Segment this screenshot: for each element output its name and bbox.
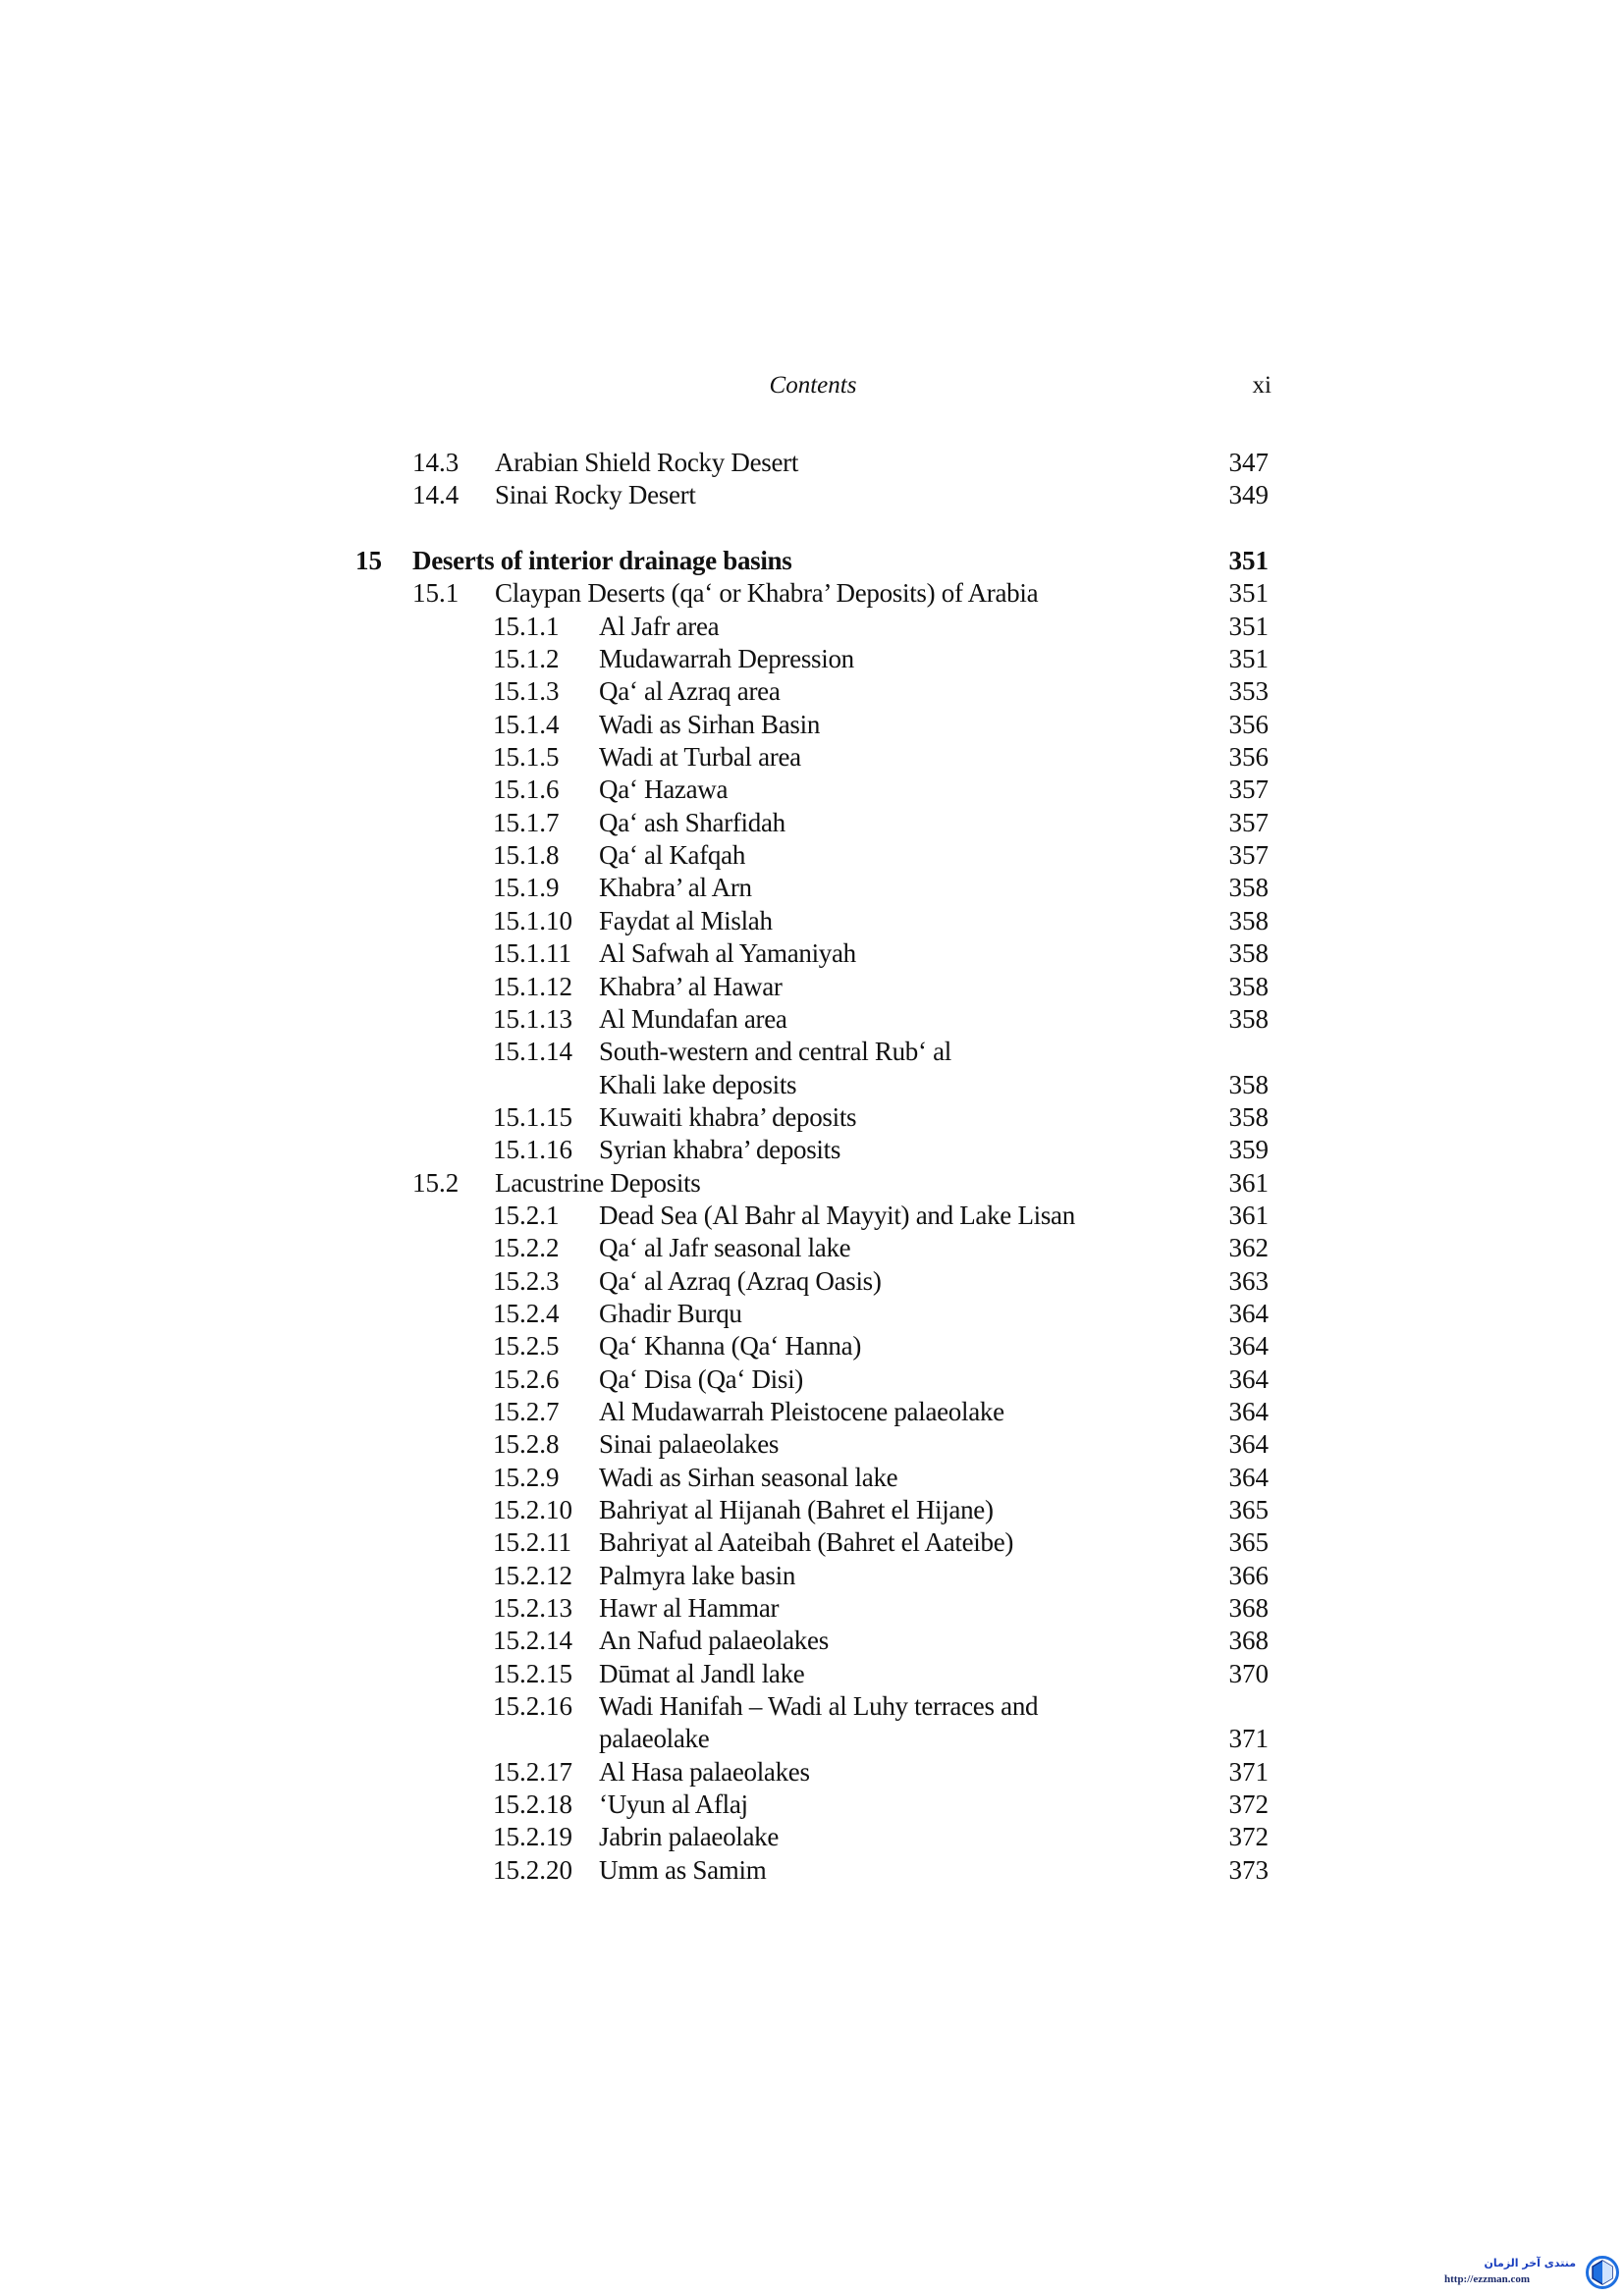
toc-entry-sub [0,872,1624,904]
toc-entry-title: Qa‘ al Jafr seasonal lake [599,1233,851,1263]
toc-entry-sub [0,1200,1624,1232]
toc-entry-number: 15.1.7 [493,807,560,837]
toc-entry-title: Bahriyat al Hijanah (Bahret el Hijane) [599,1495,994,1524]
toc-entry-sub [0,839,1624,872]
toc-entry-page: 347 [1228,448,1269,477]
toc-entry-title: Al Hasa palaeolakes [599,1756,810,1787]
running-title: Contents [769,372,857,399]
toc-entry-number: 15.1.10 [493,905,572,935]
toc-entry-sub [0,774,1624,806]
toc-entry-number: 15.1.5 [493,742,560,773]
toc-entry-number: 15.2.20 [493,1854,572,1885]
toc-entry-title: Lacustrine Deposits [495,1167,701,1198]
toc-entry-sub [0,1625,1624,1657]
toc-entry-sub [0,1003,1624,1036]
toc-entry-sub [0,1494,1624,1526]
toc-entry-title: An Nafud palaeolakes [599,1626,829,1656]
toc-entry-sub [0,1265,1624,1298]
toc-entry-page: 371 [1228,1724,1269,1754]
toc-entry-sub [0,1134,1624,1166]
toc-entry-title: Hawr al Hammar [599,1593,780,1624]
toc-entry-number: 15.2.17 [493,1756,572,1787]
toc-entry-page: 372 [1228,1789,1269,1820]
toc-entry-sub [0,1101,1624,1134]
toc-entry-page: 362 [1228,1233,1269,1263]
toc-entry-number: 15.2.10 [493,1495,572,1524]
toc-entry-section [0,577,1624,610]
toc-entry-page: 363 [1228,1265,1269,1296]
toc-entry-title: Dūmat al Jandl lake [599,1658,805,1688]
toc-entry-sub [0,1069,1624,1101]
toc-entry-title: Ghadir Burqu [599,1298,742,1328]
toc-entry-section [0,479,1624,511]
toc-entry-number: 15.2.9 [493,1462,560,1492]
toc-entry-title: Claypan Deserts (qa‘ or Khabra’ Deposits) of Arabia [495,578,1039,609]
toc-entry-title: Al Mudawarrah Pleistocene palaeolake [599,1396,1004,1426]
toc-entry-number: 15.2.2 [493,1233,560,1263]
toc-entry-sub [0,1723,1624,1755]
toc-entry-title: Kuwaiti khabra’ deposits [599,1101,857,1132]
toc-entry-title: Wadi Hanifah – Wadi al Luhy terraces and [599,1691,1039,1722]
toc-entry-page: 372 [1228,1822,1269,1852]
toc-entry-page: 356 [1228,709,1269,739]
toc-entry-page: 358 [1228,905,1269,935]
toc-entry-page: 358 [1228,1069,1269,1099]
toc-entry-page: 364 [1228,1396,1269,1426]
toc-entry-number: 15.1.9 [493,873,560,903]
toc-entry-sub [0,1756,1624,1789]
toc-entry-sub [0,1232,1624,1264]
toc-entry-number: 15.2.14 [493,1626,572,1656]
toc-entry-page: 368 [1228,1593,1269,1624]
toc-entry-title: Qa‘ Khanna (Qa‘ Hanna) [599,1331,862,1362]
toc-entry-number: 15.2.5 [493,1331,560,1362]
toc-entry-page: 364 [1228,1429,1269,1460]
toc-entry-page: 370 [1228,1658,1269,1688]
toc-spacer [0,512,1624,545]
toc-entry-page: 371 [1228,1756,1269,1787]
toc-entry-sub [0,937,1624,970]
toc-entry-number: 15.1.4 [493,709,560,739]
toc-entry-page: 358 [1228,971,1269,1001]
watermark-forum-name: منتدى آخر الزمان [1484,2257,1576,2269]
toc-entry-title: Jabrin palaeolake [599,1822,780,1852]
forum-logo-icon [1586,2256,1619,2289]
toc-entry-page: 358 [1228,1003,1269,1034]
running-head [0,0,1624,412]
toc-entry-title: South-western and central Rub‘ al [599,1037,951,1067]
toc-entry-title: Sinai palaeolakes [599,1429,780,1460]
toc-entry-title: Qa‘ al Azraq (Azraq Oasis) [599,1265,882,1296]
toc-entry-page: 366 [1228,1560,1269,1590]
toc-entry-page: 353 [1228,676,1269,707]
toc-entry-title: Wadi as Sirhan Basin [599,709,821,739]
toc-entry-number: 15.1.14 [493,1037,572,1067]
toc-entry-number: 15.2.8 [493,1429,560,1460]
toc-entry-page: 357 [1228,807,1269,837]
toc-entry-title: Umm as Samim [599,1854,767,1885]
toc-entry-title: Khali lake deposits [599,1069,797,1099]
toc-entry-number: 15.1.3 [493,676,560,707]
toc-entry-sub [0,1363,1624,1396]
toc-entry-section [0,447,1624,479]
toc-entry-page: 364 [1228,1462,1269,1492]
toc-entry-title: Al Jafr area [599,611,720,641]
watermark [1438,2250,1624,2296]
toc-entry-sub [0,1560,1624,1592]
toc-entry-number: 15.2.11 [493,1527,571,1558]
toc-entry-page: 351 [1228,611,1269,641]
toc-entry-title: Khabra’ al Arn [599,873,752,903]
toc-entry-sub [0,1396,1624,1428]
toc-entry-sub [0,1428,1624,1461]
toc-entry-number: 15.1.16 [493,1135,572,1165]
toc-entry-title: ‘Uyun al Aflaj [599,1789,748,1820]
toc-entry-page: 351 [1228,644,1269,674]
toc-entry-number: 15.2.1 [493,1200,560,1230]
toc-entry-number: 15.1.1 [493,611,560,641]
toc-entry-title: Wadi as Sirhan seasonal lake [599,1462,898,1492]
table-of-contents [0,447,1624,1887]
toc-entry-sub [0,1789,1624,1821]
toc-entry-sub [0,675,1624,708]
toc-entry-title: Al Safwah al Yamaniyah [599,938,856,969]
toc-entry-number: 15.2.7 [493,1396,560,1426]
toc-entry-section [0,1167,1624,1200]
toc-entry-sub [0,1526,1624,1559]
toc-entry-number: 14.3 [412,448,460,477]
toc-entry-title: Qa‘ al Azraq area [599,676,781,707]
toc-entry-number: 15.1.12 [493,971,572,1001]
toc-entry-number: 15.2.3 [493,1265,560,1296]
toc-entry-title: Deserts of interior drainage basins [412,546,792,576]
toc-entry-number: 14.4 [412,480,460,510]
toc-entry-page: 351 [1228,546,1269,576]
toc-entry-page: 356 [1228,742,1269,773]
toc-entry-title: Khabra’ al Hawar [599,971,783,1001]
toc-entry-page: 357 [1228,774,1269,805]
toc-entry-title: Palmyra lake basin [599,1560,796,1590]
toc-entry-number: 15.2 [412,1167,460,1198]
watermark-url: http://ezzman.com [1444,2273,1531,2285]
toc-entry-number: 15.1.8 [493,840,560,871]
toc-entry-sub [0,1462,1624,1494]
toc-entry-number: 15.2.13 [493,1593,572,1624]
toc-entry-chapter [0,545,1624,577]
toc-entry-number: 15.2.6 [493,1363,560,1394]
toc-entry-sub [0,1330,1624,1362]
toc-entry-number: 15.1 [412,578,460,609]
toc-entry-page: 365 [1228,1495,1269,1524]
toc-entry-number: 15.2.16 [493,1691,572,1722]
toc-entry-page: 364 [1228,1298,1269,1328]
toc-entry-page: 358 [1228,873,1269,903]
toc-entry-title: Qa‘ Disa (Qa‘ Disi) [599,1363,803,1394]
toc-entry-number: 15.1.2 [493,644,560,674]
toc-entry-title: Qa‘ ash Sharfidah [599,807,785,837]
toc-entry-sub [0,1658,1624,1690]
toc-entry-sub [0,905,1624,937]
toc-entry-sub [0,643,1624,675]
toc-entry-number: 15.1.13 [493,1003,572,1034]
toc-entry-title: Arabian Shield Rocky Desert [495,448,799,477]
toc-entry-title: Mudawarrah Depression [599,644,854,674]
toc-entry-number: 15.1.15 [493,1101,572,1132]
toc-entry-page: 361 [1228,1167,1269,1198]
toc-entry-sub [0,709,1624,741]
toc-entry-title: Al Mundafan area [599,1003,787,1034]
toc-entry-sub [0,1036,1624,1068]
toc-entry-sub [0,1592,1624,1625]
toc-entry-page: 373 [1228,1854,1269,1885]
toc-entry-number: 15.1.11 [493,938,571,969]
toc-entry-title: palaeolake [599,1724,710,1754]
toc-entry-page: 358 [1228,938,1269,969]
toc-entry-sub [0,611,1624,643]
toc-entry-title: Qa‘ al Kafqah [599,840,746,871]
toc-entry-page: 358 [1228,1101,1269,1132]
toc-entry-title: Syrian khabra’ deposits [599,1135,841,1165]
toc-entry-page: 364 [1228,1363,1269,1394]
toc-entry-sub [0,971,1624,1003]
toc-entry-number: 15.2.12 [493,1560,572,1590]
toc-entry-number: 15.2.19 [493,1822,572,1852]
toc-entry-page: 349 [1228,480,1269,510]
toc-entry-page: 364 [1228,1331,1269,1362]
toc-entry-page: 357 [1228,840,1269,871]
toc-entry-number: 15.1.6 [493,774,560,805]
toc-entry-title: Faydat al Mislah [599,905,773,935]
toc-entry-sub [0,741,1624,774]
toc-entry-number: 15.2.18 [493,1789,572,1820]
toc-entry-sub [0,807,1624,839]
page-number: xi [1252,372,1272,399]
toc-entry-page: 368 [1228,1626,1269,1656]
toc-entry-title: Dead Sea (Al Bahr al Mayyit) and Lake Lisan [599,1200,1075,1230]
toc-entry-number: 15 [355,546,382,576]
toc-entry-number: 15.2.15 [493,1658,572,1688]
toc-entry-page: 351 [1228,578,1269,609]
toc-entry-page: 359 [1228,1135,1269,1165]
toc-entry-sub [0,1854,1624,1887]
toc-entry-page: 365 [1228,1527,1269,1558]
toc-entry-title: Bahriyat al Aateibah (Bahret el Aateibe) [599,1527,1014,1558]
toc-entry-title: Sinai Rocky Desert [495,480,696,510]
toc-entry-sub [0,1821,1624,1853]
toc-entry-page: 361 [1228,1200,1269,1230]
toc-entry-number: 15.2.4 [493,1298,560,1328]
toc-entry-title: Wadi at Turbal area [599,742,801,773]
toc-entry-sub [0,1690,1624,1723]
toc-entry-title: Qa‘ Hazawa [599,774,729,805]
toc-entry-sub [0,1298,1624,1330]
